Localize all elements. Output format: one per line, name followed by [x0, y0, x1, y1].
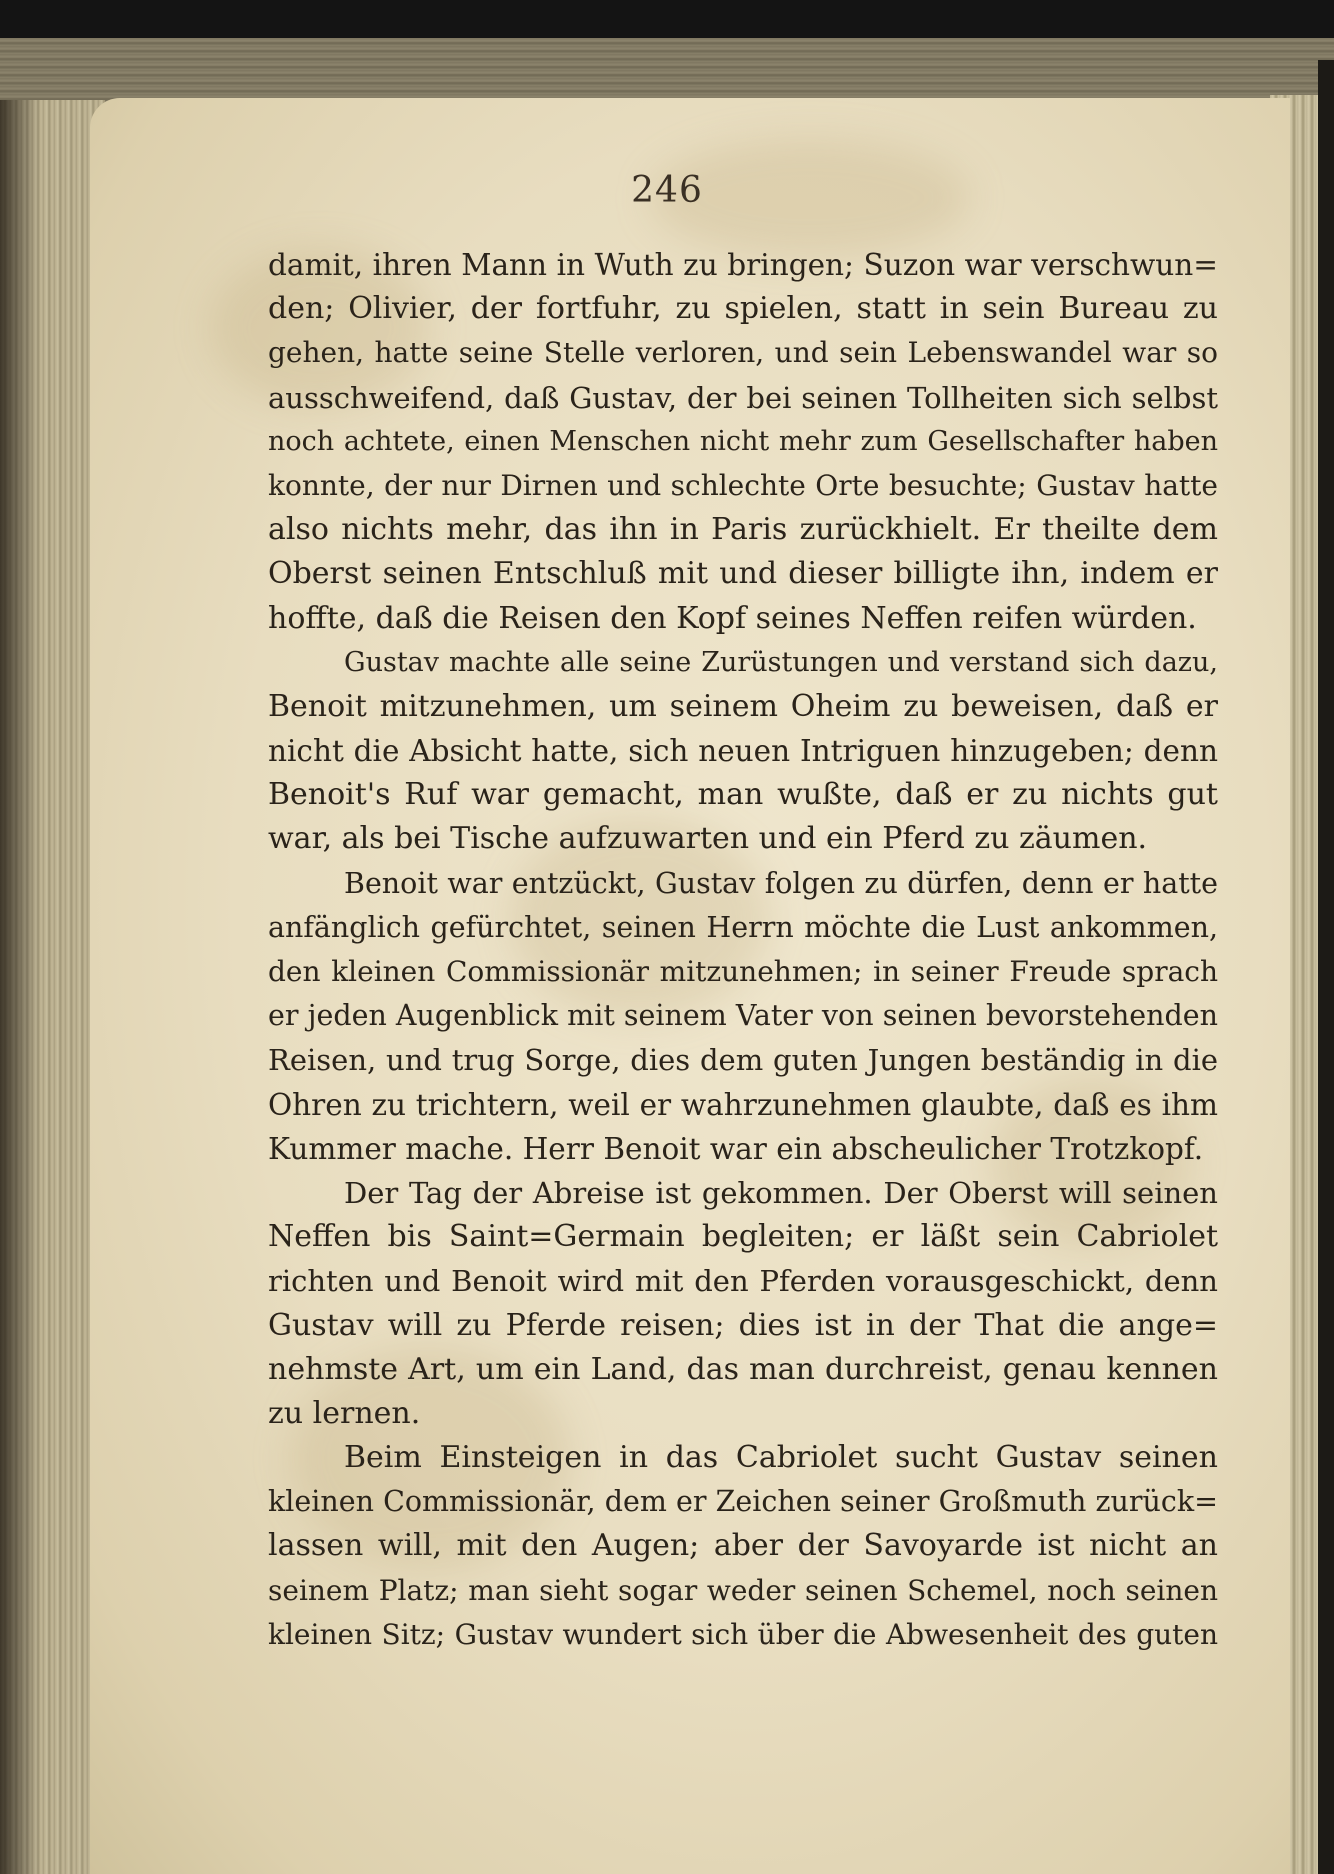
- text-line: kleinen Sitz; Gustav wundert sich über die Abwesenheit des guten: [268, 1617, 1218, 1651]
- text-line: Benoit mitzunehmen, um seinem Oheim zu beweisen, daß er: [268, 688, 1218, 724]
- text-line: den kleinen Commissionär mitzunehmen; in seiner Freude sprach: [268, 955, 1218, 988]
- text-line: anfänglich gefürchtet, seinen Herrn möchte die Lust ankommen,: [268, 910, 1218, 944]
- text-line: Benoit war entzückt, Gustav folgen zu dürfen, denn er hatte: [344, 866, 1218, 900]
- text-line: war, als bei Tische aufzuwarten und ein Pferd zu zäumen.: [268, 821, 1148, 857]
- text-line: den; Olivier, der fortfuhr, zu spielen, statt in sein Bureau zu: [268, 291, 1218, 327]
- text-line: zu lernen.: [268, 1395, 421, 1431]
- text-line: lassen will, mit den Augen; aber der Savoyarde ist nicht an: [268, 1528, 1218, 1564]
- page-number: 246: [631, 170, 703, 211]
- text-line: konnte, der nur Dirnen und schlechte Orte besuchte; Gustav hatte: [268, 468, 1218, 502]
- text-line: damit, ihren Mann in Wuth zu bringen; Suzon war verschwun=: [268, 248, 1218, 282]
- text-line: Beim Einsteigen in das Cabriolet sucht Gustav seinen: [344, 1440, 1218, 1476]
- text-line: seinem Platz; man sieht sogar weder seinen Schemel, noch seinen: [268, 1573, 1218, 1607]
- body-text: [268, 243, 1218, 1657]
- text-line: Ohren zu trichtern, weil er wahrzunehmen glaubte, daß es ihm: [268, 1087, 1218, 1122]
- text-line: Kummer mache. Herr Benoit war ein abscheulicher Trotzkopf.: [268, 1131, 1204, 1166]
- text-line: er jeden Augenblick mit seinem Vater von seinen bevorstehenden: [268, 999, 1218, 1033]
- text-line: Oberst seinen Entschluß mit und dieser billigte ihn, indem er: [268, 556, 1218, 592]
- text-line: Benoit's Ruf war gemacht, man wußte, daß er zu nichts gut: [268, 777, 1218, 813]
- text-line: also nichts mehr, das ihn in Paris zurückhielt. Er theilte dem: [268, 512, 1218, 548]
- text-line: Gustav machte alle seine Zurüstungen und verstand sich dazu,: [344, 646, 1218, 678]
- text-line: richten und Benoit wird mit den Pferden vorausgeschickt, denn: [268, 1264, 1218, 1299]
- text-line: kleinen Commissionär, dem er Zeichen seiner Großmuth zurück=: [268, 1485, 1218, 1519]
- book-spine-edge: [1318, 60, 1334, 1874]
- text-line: ausschweifend, daß Gustav, der bei seinen Tollheiten sich selbst: [268, 380, 1218, 415]
- text-line: noch achtete, einen Menschen nicht mehr zum Gesellschafter haben: [268, 425, 1218, 457]
- text-line: gehen, hatte seine Stelle verloren, und sein Lebenswandel war so: [268, 336, 1218, 370]
- text-line: hoffte, daß die Reisen den Kopf seines Neffen reifen würden.: [268, 600, 1197, 636]
- text-line: Der Tag der Abreise ist gekommen. Der Oberst will seinen: [344, 1175, 1218, 1210]
- text-line: Neffen bis Saint=Germain begleiten; er läßt sein Cabriolet: [268, 1219, 1218, 1255]
- text-line: Reisen, und trug Sorge, dies dem guten Jungen beständig in die: [268, 1043, 1218, 1078]
- text-line: nehmste Art, um ein Land, das man durchreist, genau kennen: [268, 1351, 1218, 1387]
- text-line: Gustav will zu Pferde reisen; dies ist in der That die ange=: [268, 1307, 1218, 1343]
- text-line: nicht die Absicht hatte, sich neuen Intriguen hinzugeben; denn: [268, 734, 1218, 769]
- binding-shadow: [0, 100, 40, 1874]
